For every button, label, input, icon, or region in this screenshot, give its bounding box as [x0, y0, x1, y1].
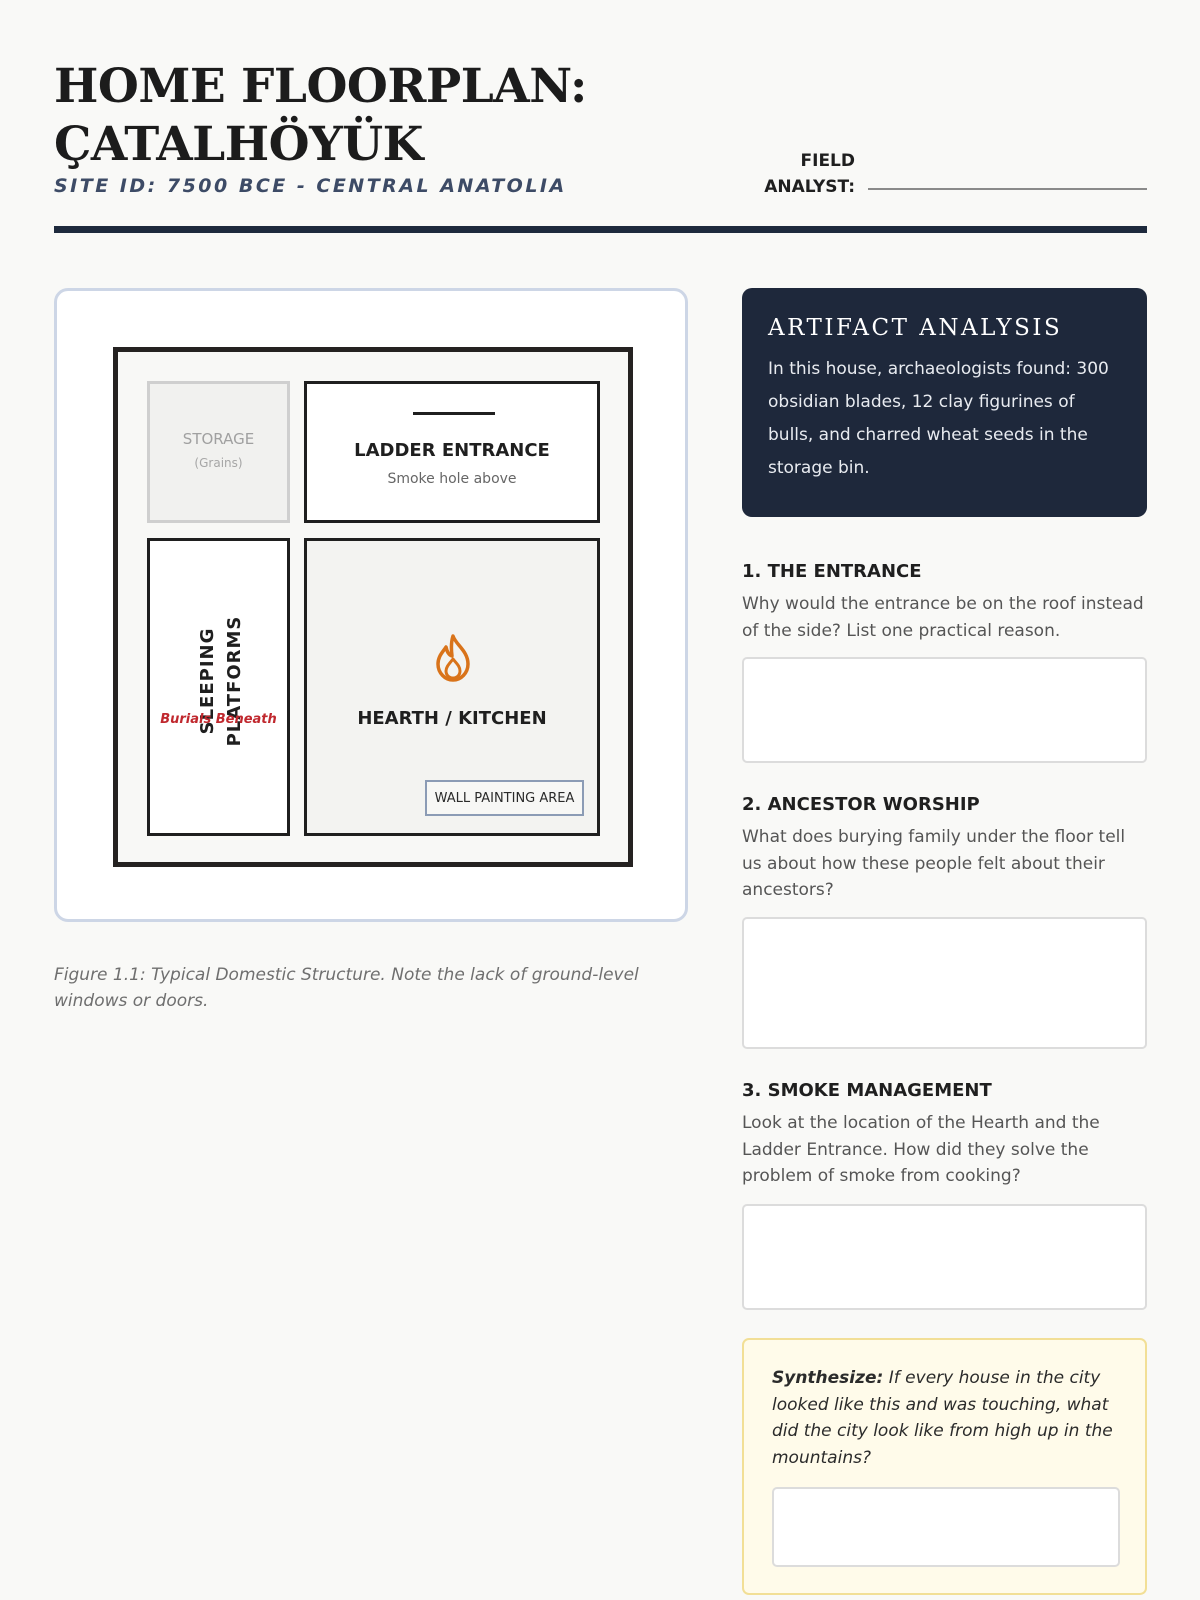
- house-outline: [113, 347, 633, 867]
- question-2-text: What does burying family under the floor tell us about how these people felt about their ancestors?: [742, 827, 1126, 900]
- sleeping-platforms-label: SLEEPING PLATFORMS: [197, 615, 245, 747]
- synthesize-answer[interactable]: [772, 1487, 1120, 1567]
- wall-painting-area: WALL PAINTING AREA: [425, 780, 584, 816]
- ladder-entrance-label: LADDER ENTRANCE: [354, 440, 550, 461]
- header-divider: [54, 226, 1147, 233]
- room-hearth: [304, 538, 600, 836]
- question-3-heading: 3. SMOKE MANAGEMENT: [742, 1080, 992, 1101]
- question-1-heading: 1. THE ENTRANCE: [742, 561, 922, 582]
- artifact-analysis-box: [742, 288, 1147, 517]
- room-sleeping-platforms: [147, 538, 290, 836]
- question-2-answer[interactable]: [742, 917, 1147, 1049]
- synthesize-prompt: [772, 1365, 1127, 1471]
- artifact-analysis-title: ARTIFACT ANALYSIS: [768, 315, 1063, 341]
- ladder-entrance-sublabel: Smoke hole above: [387, 471, 517, 487]
- question-1-text: Why would the entrance be on the roof instead of the side? List one practical reason.: [742, 594, 1144, 641]
- hearth-label: HEARTH / KITCHEN: [357, 708, 547, 729]
- room-ladder-entrance: [304, 381, 600, 523]
- floorplan-card: [54, 288, 688, 922]
- field-analyst-label: FIELD ANALYST:: [764, 151, 855, 197]
- storage-sublabel: (Grains): [194, 456, 243, 470]
- question-3-text: Look at the location of the Hearth and the Ladder Entrance. How did they solve the problem of smoke from cooking?: [742, 1113, 1100, 1186]
- site-id: SITE ID: 7500 BCE - CENTRAL ANATOLIA: [54, 175, 567, 197]
- synthesize-label: Synthesize:: [772, 1368, 884, 1388]
- burials-note: Burials Beneath: [160, 712, 277, 727]
- artifact-analysis-text: In this house, archaeologists found: 300 obsidian blades, 12 clay figurines of bulls, and charred wheat seeds in the storage bin.: [768, 359, 1109, 478]
- smoke-hole-line: [413, 412, 495, 415]
- storage-label: STORAGE: [182, 430, 255, 448]
- page-title: HOME FLOORPLAN: ÇATALHÖYÜK: [54, 59, 587, 172]
- synthesize-text: If every house in the city looked like this and was touching, what did the city look like from high up in the mountains?: [772, 1368, 1113, 1468]
- question-2-heading: 2. ANCESTOR WORSHIP: [742, 794, 980, 815]
- question-3-answer[interactable]: [742, 1204, 1147, 1310]
- question-1-answer[interactable]: [742, 657, 1147, 763]
- field-analyst-input[interactable]: [868, 188, 1147, 190]
- synthesize-box: [742, 1338, 1147, 1595]
- fire-icon: [432, 633, 474, 683]
- room-storage: [147, 381, 290, 523]
- figure-caption: Figure 1.1: Typical Domestic Structure. Note the lack of ground-level windows or doors.: [54, 965, 639, 1011]
